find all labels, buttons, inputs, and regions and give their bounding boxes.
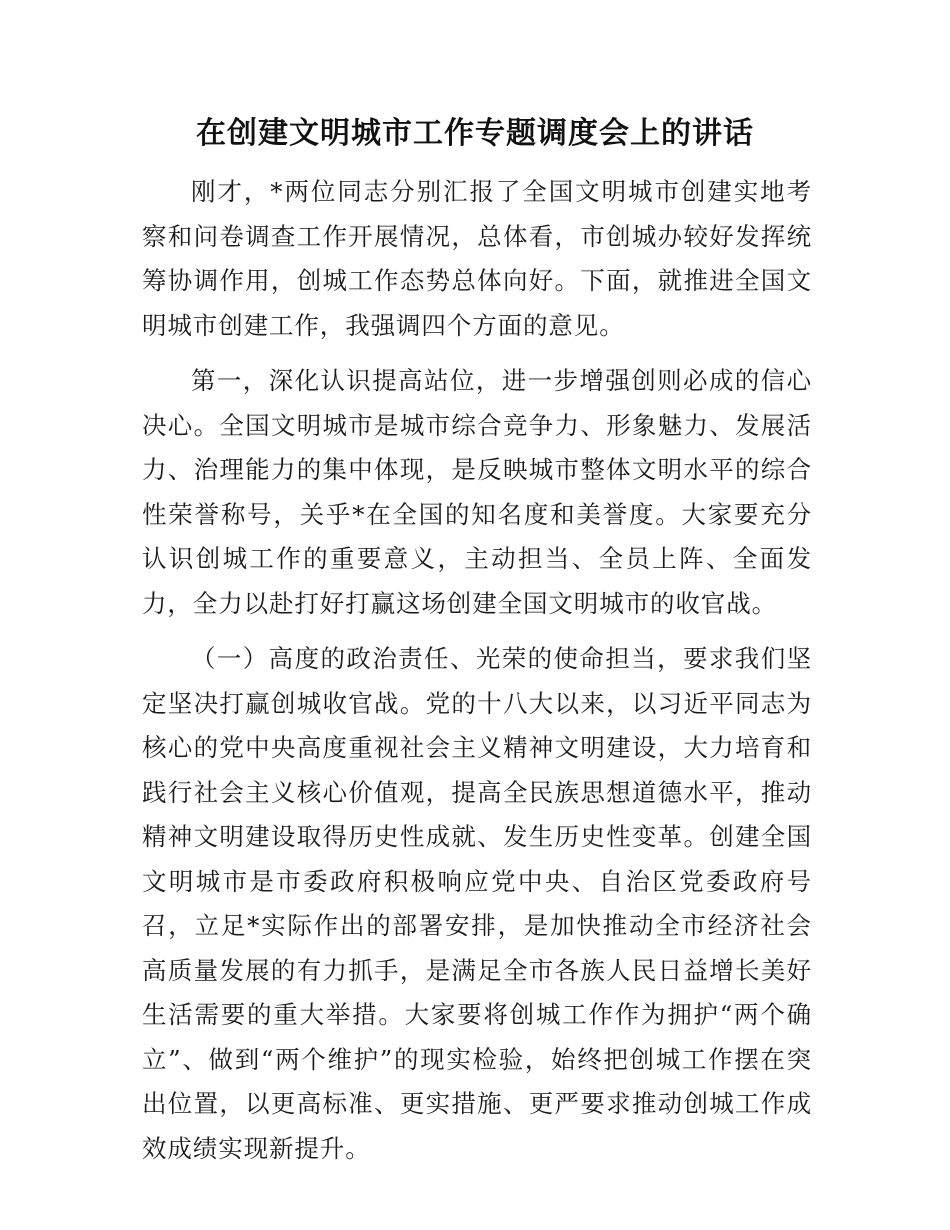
paragraph-subsection-one: （一）高度的政治责任、光荣的使命担当，要求我们坚定坚决打赢创城收官战。党的十八大以来，以习近平同志为核心的党中央高度重视社会主义精神文明建设，大力培育和践行社会主义核心价值观，提高全民族思想道德水平，推动精神文明建设取得历史性成就、发生历史性变革。创建全国文明城市是市委政府积极响应党中央、自治区党委政府号召，立足*实际作出的部署安排，是加快推动全市经济社会高质量发展的有力抓手，是满足全市各族人民日益增长美好生活需要的重大举措。大家要将创城工作作为拥护“两个确立”、做到“两个维护”的现实检验，始终把创城工作摆在突出位置，以更高标准、更实措施、更严要求推动创城工作成效成绩实现新提升。 [142, 644, 812, 1163]
paragraph-section-one: 第一，深化认识提高站位，进一步增强创则必成的信心决心。全国文明城市是城市综合竞争力、形象魅力、发展活力、治理能力的集中体现，是反映城市整体文明水平的综合性荣誉称号，关乎*在全国的知名度和美誉度。大家要充分认识创城工作的重要意义，主动担当、全员上阵、全面发力，全力以赴打好打赢这场创建全国文明城市的收官战。 [142, 366, 812, 618]
paragraph-opening: 刚才，*两位同志分别汇报了全国文明城市创建实地考察和问卷调查工作开展情况，总体看，市创城办较好发挥统筹协调作用，创城工作态势总体向好。下面，就推进全国文明城市创建工作，我强调四个方面的意见。 [142, 177, 812, 340]
document-body [142, 170, 812, 1171]
document-title: 在创建文明城市工作专题调度会上的讲话 [196, 116, 754, 151]
